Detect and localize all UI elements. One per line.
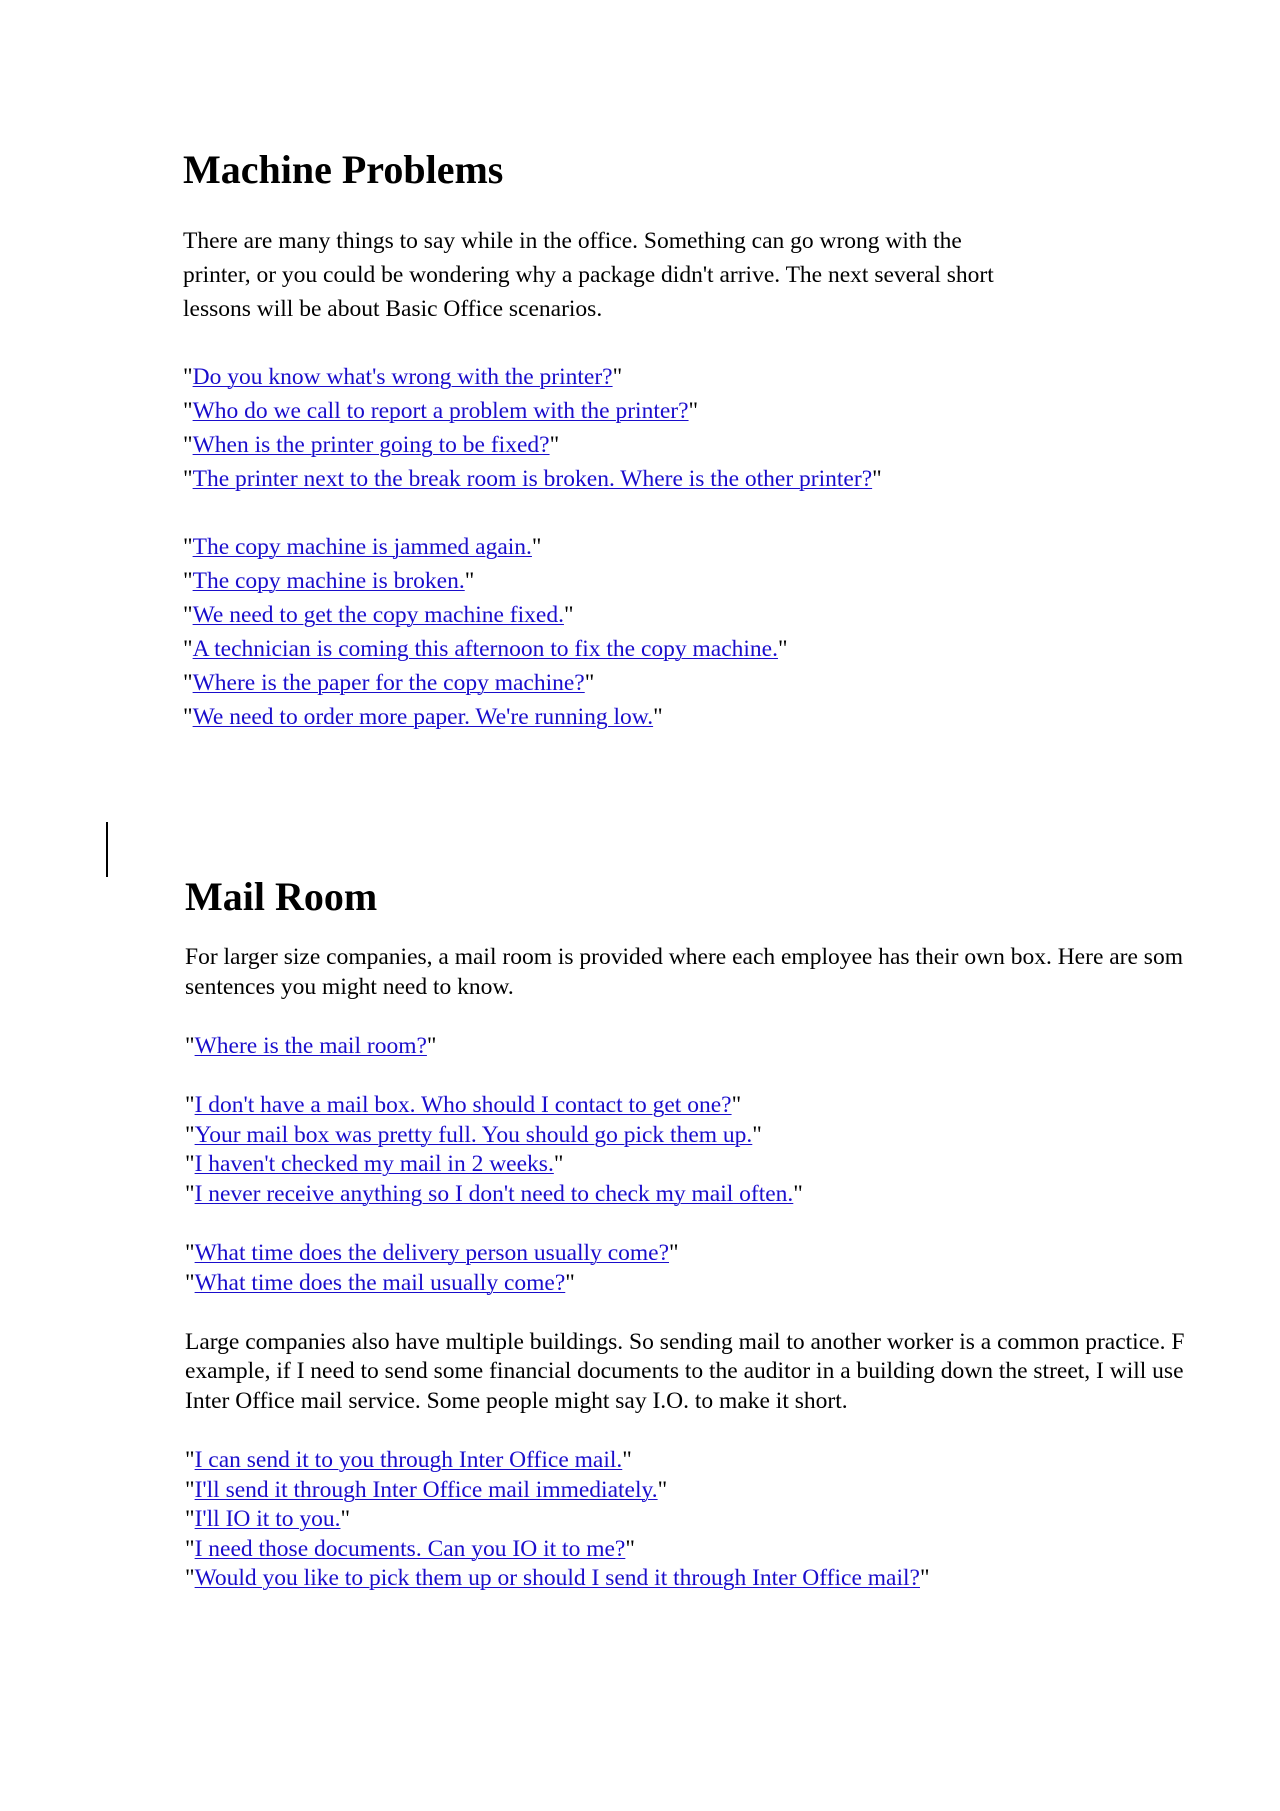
- phrase-link[interactable]: What time does the delivery person usually come?: [194, 1239, 670, 1266]
- phrase-item: "I never receive anything so I don't need to check my mail often.": [185, 1180, 803, 1207]
- machine-problems-intro: [183, 224, 1143, 326]
- paragraph-line: example, if I need to send some financial documents to the auditor in a building down the street, I will use: [185, 1358, 1184, 1385]
- machine-problems-section: [183, 147, 1143, 734]
- phrase-link[interactable]: I can send it to you through Inter Office mail.: [194, 1447, 623, 1474]
- mailbox-phrase-list: [185, 1091, 1280, 1209]
- phrase-item: "Would you like to pick them up or should I send it through Inter Office mail?": [185, 1565, 930, 1592]
- paragraph-line: Inter Office mail service. Some people might say I.O. to make it short.: [185, 1387, 848, 1414]
- phrase-item: "We need to order more paper. We're running low.": [183, 704, 663, 730]
- phrase-item: "I don't have a mail box. Who should I contact to get one?": [185, 1091, 742, 1118]
- phrase-link[interactable]: Where is the paper for the copy machine?: [192, 670, 585, 696]
- phrase-link[interactable]: Would you like to pick them up or should I send it through Inter Office mail?: [194, 1565, 920, 1592]
- phrase-link[interactable]: Your mail box was pretty full. You should go pick them up.: [194, 1121, 753, 1148]
- phrase-item: "I haven't checked my mail in 2 weeks.": [185, 1151, 564, 1178]
- phrase-link[interactable]: I'll IO it to you.: [194, 1506, 341, 1533]
- phrase-item: "We need to get the copy machine fixed.": [183, 602, 574, 628]
- intro-line: For larger size companies, a mail room is provided where each employee has their own box. Here are som: [185, 944, 1183, 970]
- phrase-item: "The printer next to the break room is broken. Where is the other printer?": [183, 466, 882, 492]
- interoffice-paragraph: [185, 1328, 1280, 1417]
- phrase-item: "The copy machine is jammed again.": [183, 534, 542, 560]
- phrase-item: "Where is the paper for the copy machine?": [183, 670, 595, 696]
- phrase-link[interactable]: I never receive anything so I don't need to check my mail often.: [194, 1180, 794, 1207]
- phrase-item: "Do you know what's wrong with the printer?": [183, 364, 623, 390]
- intro-line: printer, or you could be wondering why a package didn't arrive. The next several short: [183, 262, 994, 288]
- intro-line: There are many things to say while in the office. Something can go wrong with the: [183, 228, 962, 254]
- phrase-item: "Your mail box was pretty full. You should go pick them up.": [185, 1121, 762, 1148]
- phrase-item: "I can send it to you through Inter Office mail.": [185, 1447, 632, 1474]
- phrase-link[interactable]: I haven't checked my mail in 2 weeks.: [194, 1151, 554, 1178]
- phrase-link[interactable]: The copy machine is broken.: [192, 568, 465, 594]
- phrase-item: "What time does the delivery person usually come?": [185, 1239, 679, 1266]
- intro-line: sentences you might need to know.: [185, 973, 514, 1000]
- copier-phrase-list: [183, 530, 1143, 734]
- phrase-item: "Where is the mail room?": [185, 1032, 437, 1059]
- phrase-link[interactable]: A technician is coming this afternoon to fix the copy machine.: [192, 636, 778, 662]
- phrase-item: "A technician is coming this afternoon to fix the copy machine.": [183, 636, 788, 662]
- phrase-link[interactable]: The printer next to the break room is broken. Where is the other printer?: [192, 466, 873, 492]
- phrase-item: "I need those documents. Can you IO it to me?": [185, 1535, 635, 1562]
- machine-problems-heading: Machine Problems: [183, 147, 504, 192]
- phrase-link[interactable]: The copy machine is jammed again.: [192, 534, 532, 560]
- phrase-item: "What time does the mail usually come?": [185, 1269, 575, 1296]
- mail-room-intro: [185, 943, 1280, 1002]
- phrase-link[interactable]: Where is the mail room?: [194, 1032, 427, 1059]
- intro-line: lessons will be about Basic Office scenarios.: [183, 296, 603, 322]
- phrase-item: "I'll send it through Inter Office mail immediately.": [185, 1476, 668, 1503]
- phrase-link[interactable]: We need to order more paper. We're running low.: [192, 704, 654, 730]
- phrase-link[interactable]: We need to get the copy machine fixed.: [192, 602, 564, 628]
- location-phrase-list: [185, 1032, 1280, 1062]
- delivery-phrase-list: [185, 1239, 1280, 1298]
- phrase-link[interactable]: Do you know what's wrong with the printer?: [192, 364, 613, 390]
- phrase-item: "The copy machine is broken.": [183, 568, 475, 594]
- phrase-item: "I'll IO it to you.": [185, 1506, 351, 1533]
- paragraph-line: Large companies also have multiple buildings. So sending mail to another worker is a common practice. F: [185, 1328, 1185, 1355]
- phrase-link[interactable]: When is the printer going to be fixed?: [192, 432, 550, 458]
- interoffice-phrase-list: [185, 1446, 1280, 1594]
- mail-room-section: [185, 877, 1280, 1594]
- phrase-link[interactable]: Who do we call to report a problem with the printer?: [192, 398, 689, 424]
- mail-room-heading: Mail Room: [185, 877, 378, 919]
- phrase-link[interactable]: I don't have a mail box. Who should I contact to get one?: [194, 1091, 732, 1118]
- phrase-link[interactable]: I'll send it through Inter Office mail immediately.: [194, 1476, 658, 1503]
- printer-phrase-list: [183, 360, 1143, 496]
- phrase-item: "Who do we call to report a problem with the printer?": [183, 398, 699, 424]
- phrase-item: "When is the printer going to be fixed?": [183, 432, 560, 458]
- text-cursor: [106, 822, 108, 877]
- phrase-link[interactable]: I need those documents. Can you IO it to me?: [194, 1535, 626, 1562]
- phrase-link[interactable]: What time does the mail usually come?: [194, 1269, 566, 1296]
